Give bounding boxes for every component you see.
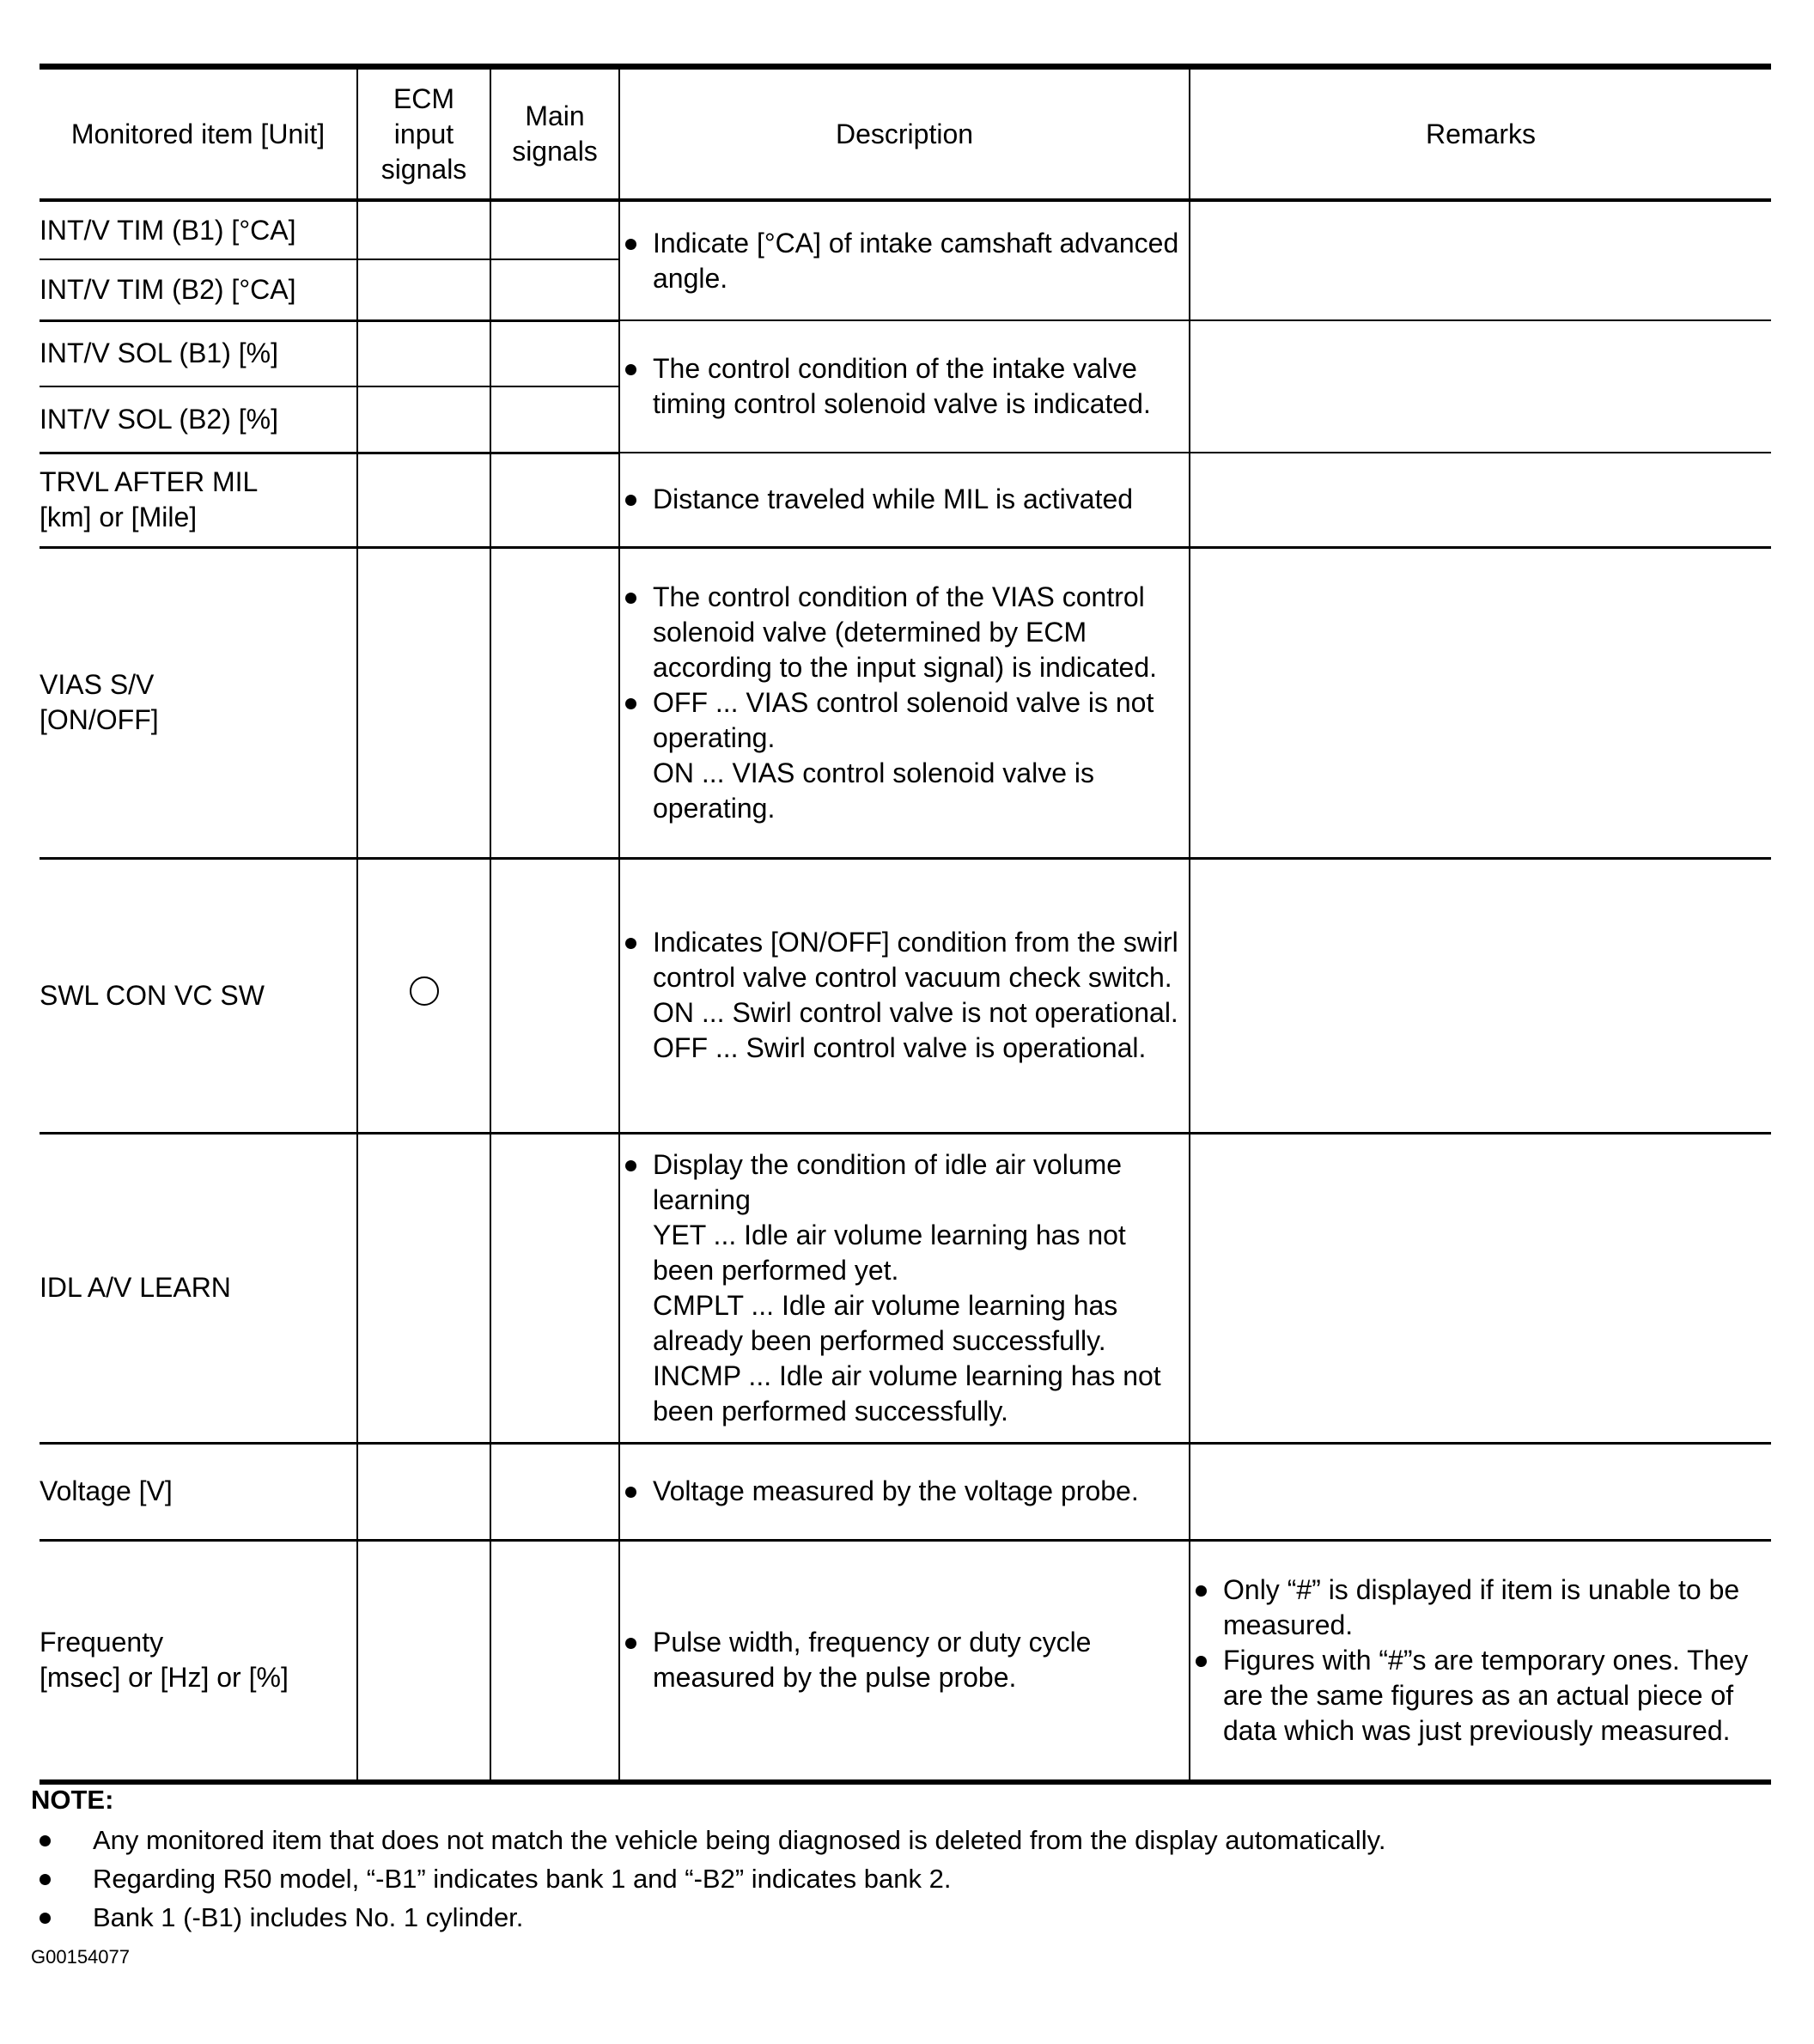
description-bullet: The control condition of the VIAS control solenoid valve (determined by ECM according to the input signal) is indicated. [620, 580, 1189, 685]
item-cell: Voltage [V] [40, 1443, 357, 1540]
remarks-bullet: Figures with “#”s are temporary ones. They are the same figures as an actual piece of data which was just previously measured. [1190, 1643, 1771, 1749]
remarks-bullet: Only “#” is displayed if item is unable to be measured. [1190, 1573, 1771, 1643]
ecm-cell [357, 259, 490, 320]
header-description: Description [619, 67, 1190, 201]
description-bullet: OFF ... VIAS control solenoid valve is not operating. [620, 685, 1189, 756]
header-main-line: signals [512, 136, 598, 167]
item-unit: [msec] or [Hz] or [%] [40, 1662, 289, 1694]
item-cell: INT/V SOL (B1) [%] [40, 320, 357, 386]
ecm-cell [357, 320, 490, 386]
note-item: Any monitored item that does not match the vehicle being diagnosed is deleted from the display automatically. [31, 1821, 1386, 1859]
header-ecm-line: signals [380, 153, 467, 185]
item-cell [40, 453, 357, 547]
description-cell [619, 1133, 1190, 1443]
item-label: VIAS S/V [40, 669, 155, 700]
note-title: NOTE: [31, 1785, 114, 1815]
item-unit: [km] or [Mile] [40, 502, 198, 532]
description-continuation: CMPLT ... Idle air volume learning has already been performed successfully. [653, 1289, 1118, 1356]
item-cell [40, 1540, 357, 1782]
description-bullet: Indicates [ON/OFF] condition from the swirl control valve control vacuum check switch. [620, 925, 1189, 995]
description-cell [619, 547, 1190, 858]
ecm-cell [357, 1443, 490, 1540]
ecm-cell [357, 200, 490, 259]
main-cell [490, 1540, 619, 1782]
description-continuation: YET ... Idle air volume learning has not been performed yet. [653, 1219, 1126, 1286]
header-ecm-input-signals [357, 67, 490, 201]
header-ecm-line: ECM [393, 82, 455, 114]
main-cell [490, 1133, 619, 1443]
item-cell: IDL A/V LEARN [40, 1133, 357, 1443]
table-row [40, 858, 1771, 1133]
header-main-signals [490, 67, 619, 201]
description-continuation: OFF ... Swirl control valve is operational. [653, 1032, 1147, 1063]
circle-mark-icon [410, 976, 439, 1006]
item-cell: INT/V TIM (B1) [°CA] [40, 200, 357, 259]
remarks-cell [1190, 320, 1771, 453]
item-label: TRVL AFTER MIL [40, 466, 259, 497]
remarks-cell [1190, 453, 1771, 547]
description-bullet: The control condition of the intake valve timing control solenoid valve is indicated. [620, 351, 1189, 422]
item-cell: INT/V TIM (B2) [°CA] [40, 259, 357, 320]
table-row [40, 1443, 1771, 1540]
description-continuation: ON ... Swirl control valve is not operational. [653, 997, 1178, 1028]
figure-code: G00154077 [31, 1946, 130, 1968]
table-header-row [40, 67, 1771, 201]
remarks-cell [1190, 1443, 1771, 1540]
remarks-cell [1190, 200, 1771, 320]
remarks-cell [1190, 1133, 1771, 1443]
main-cell [490, 259, 619, 320]
note-item: Regarding R50 model, “-B1” indicates bank 1 and “-B2” indicates bank 2. [31, 1859, 1386, 1898]
remarks-cell [1190, 1540, 1771, 1782]
description-bullet: Display the condition of idle air volume learning [620, 1147, 1189, 1218]
ecm-cell [357, 547, 490, 858]
main-cell [490, 1443, 619, 1540]
main-cell [490, 453, 619, 547]
item-unit: [ON/OFF] [40, 704, 159, 735]
ecm-cell [357, 858, 490, 1133]
description-bullet: Indicate [°CA] of intake camshaft advanced angle. [620, 226, 1189, 296]
header-main-line: Main [525, 100, 585, 131]
remarks-cell [1190, 547, 1771, 858]
description-cell [619, 200, 1190, 320]
main-cell [490, 320, 619, 386]
note-section [31, 1785, 1386, 1937]
table-row [40, 1133, 1771, 1443]
header-ecm-line: input [393, 118, 454, 149]
description-continuation: INCMP ... Idle air volume learning has not been performed successfully. [653, 1360, 1161, 1427]
main-cell [490, 858, 619, 1133]
monitored-items-table [40, 64, 1771, 1785]
ecm-cell [357, 1133, 490, 1443]
item-cell: SWL CON VC SW [40, 858, 357, 1133]
description-bullet: Pulse width, frequency or duty cycle measured by the pulse probe. [620, 1625, 1189, 1695]
ecm-cell [357, 453, 490, 547]
table-row [40, 200, 1771, 259]
table-row [40, 1540, 1771, 1782]
header-monitored-item: Monitored item [Unit] [40, 67, 357, 201]
main-cell [490, 386, 619, 453]
description-cell [619, 453, 1190, 547]
description-cell [619, 1540, 1190, 1782]
item-cell [40, 547, 357, 858]
item-label: Frequenty [40, 1627, 164, 1658]
description-cell [619, 858, 1190, 1133]
header-remarks: Remarks [1190, 67, 1771, 201]
ecm-cell [357, 386, 490, 453]
table-row [40, 547, 1771, 858]
item-cell: INT/V SOL (B2) [%] [40, 386, 357, 453]
table-row [40, 453, 1771, 547]
note-item: Bank 1 (-B1) includes No. 1 cylinder. [31, 1898, 1386, 1937]
main-cell [490, 200, 619, 259]
description-cell [619, 320, 1190, 453]
ecm-cell [357, 1540, 490, 1782]
table-row [40, 320, 1771, 386]
remarks-cell [1190, 858, 1771, 1133]
description-bullet: Distance traveled while MIL is activated [620, 482, 1189, 517]
description-cell [619, 1443, 1190, 1540]
description-bullet: Voltage measured by the voltage probe. [620, 1474, 1189, 1509]
main-cell [490, 547, 619, 858]
description-continuation: ON ... VIAS control solenoid valve is operating. [653, 757, 1094, 824]
